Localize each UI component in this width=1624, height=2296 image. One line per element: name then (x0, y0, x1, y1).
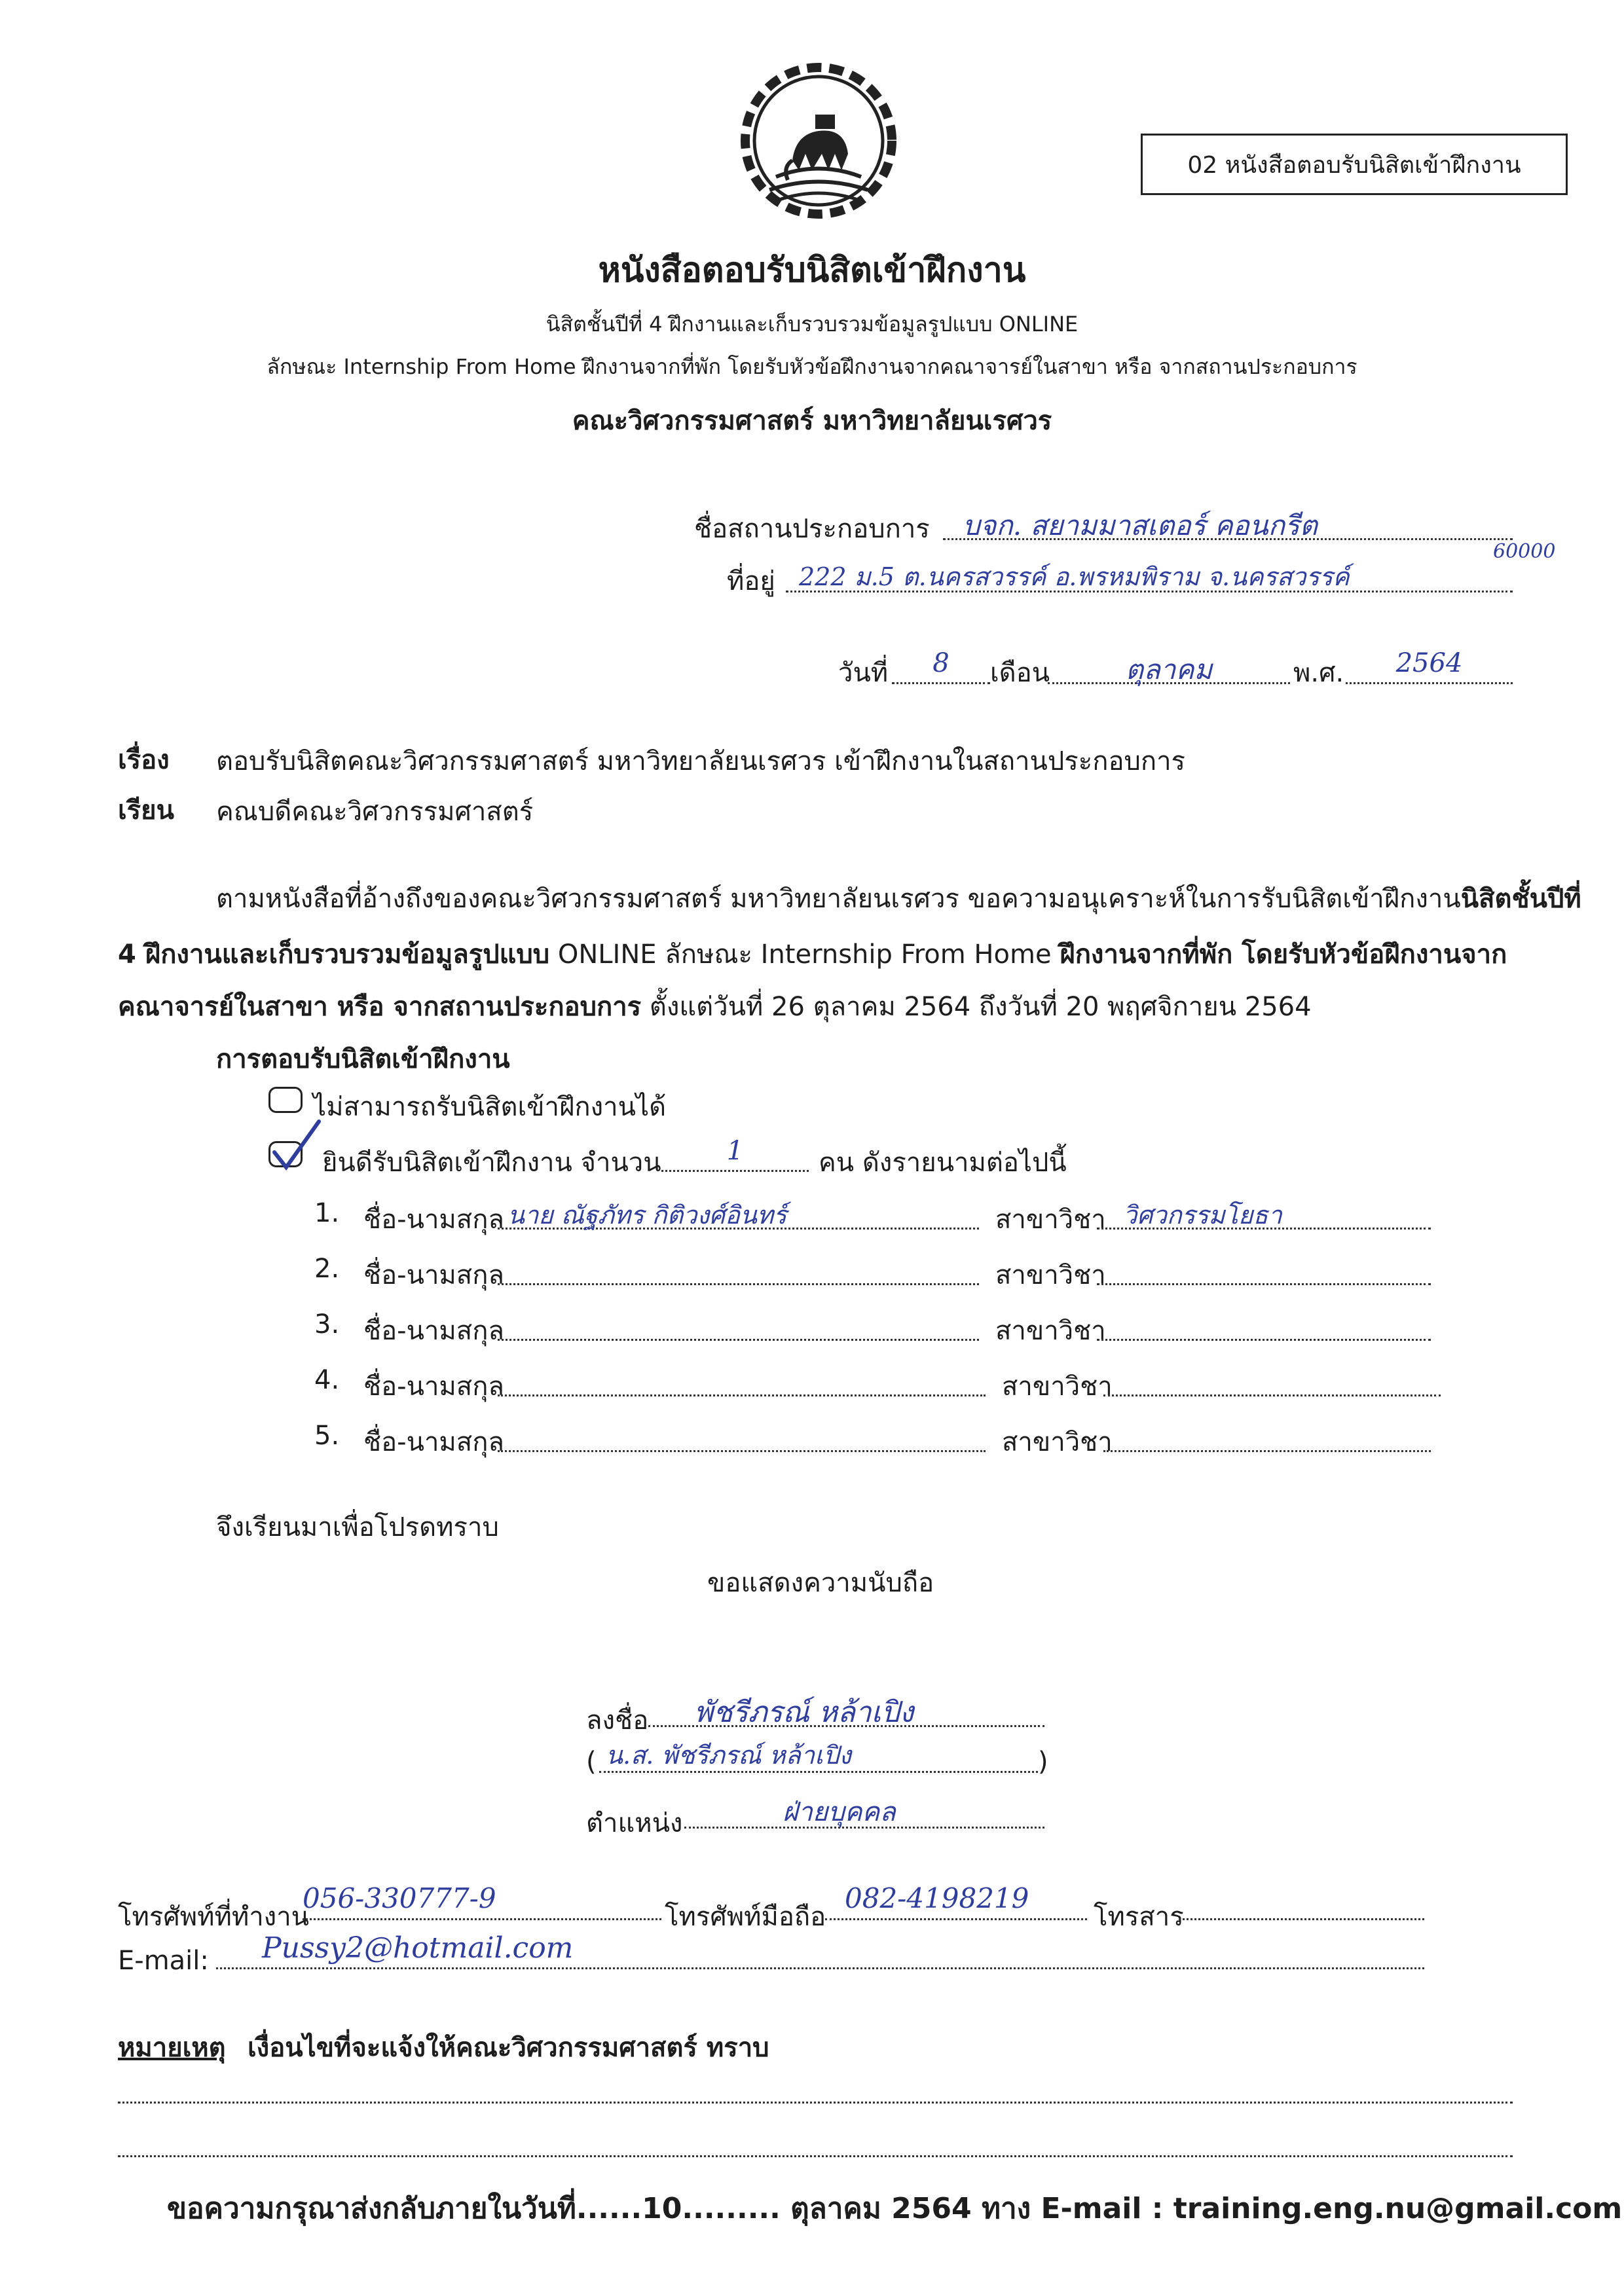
page-title: หนังสือตอบรับนิสิตเข้าฝึกงาน (598, 251, 1026, 290)
email-label: E-mail: (118, 1946, 209, 1976)
faculty-logo (730, 62, 907, 219)
student-row (314, 1362, 1441, 1417)
date-label: วันที่ (838, 658, 889, 688)
student-name-label: ชื่อ-นามสกุล (363, 1372, 504, 1402)
date-value: 8 (932, 648, 950, 678)
footer-line (167, 2185, 1622, 2231)
doc-code: 02 หนังสือตอบรับนิสิตเข้าฝึกงาน (1187, 151, 1521, 179)
student-major-field (1097, 1250, 1431, 1285)
to-label: เรียน (118, 795, 174, 826)
body-line-2-bold: 4 ฝึกงานและเก็บรวบรวมข้อมูลรูปแบบ (118, 939, 550, 970)
subtitle-1: นิสิตชั้นปีที่ 4 ฝึกงานและเก็บรวบรวมข้อมูลรูปแบบ ONLINE (545, 312, 1079, 337)
closing-text: จึงเรียนมาเพื่อโปรดทราบ (216, 1512, 499, 1542)
mobile-value: 082-4198219 (845, 1882, 1029, 1914)
body-line-3-bold: คณาจารย์ในสาขา หรือ จากสถานประกอบการ (118, 992, 642, 1022)
mobile-label: โทรศัพท์มือถือ (665, 1902, 826, 1932)
student-name-field (498, 1417, 986, 1452)
gear-elephant-emblem (730, 62, 907, 219)
student-name-label: ชื่อ-นามสกุล (363, 1205, 504, 1235)
office-phone-field (303, 1882, 661, 1920)
address-label: ที่อยู่ (727, 566, 775, 596)
student-major-label: สาขาวิชา (1002, 1427, 1113, 1457)
month-label: เดือน (990, 658, 1050, 688)
accept-unit: คน ดังรายนามต่อไปนี้ (819, 1148, 1067, 1178)
student-major-label: สาขาวิชา (995, 1316, 1106, 1346)
position-field (684, 1791, 1044, 1829)
student-name-label: ชื่อ-นามสกุล (363, 1316, 504, 1346)
company-value: บจก. สยามมาสเตอร์ คอนกรีต (963, 509, 1318, 541)
position-label: ตำแหน่ง (586, 1808, 683, 1838)
address-value: 222 ม.5 ต.นครสวรรค์ อ.พรหมพิราม จ.นครสวรรค์ (799, 562, 1350, 591)
email-field (216, 1931, 1424, 1969)
note-label: หมายเหตุ (118, 2033, 226, 2063)
mobile-field (825, 1882, 1087, 1920)
response-header: การตอบรับนิสิตเข้าฝึกงาน (216, 1044, 510, 1074)
footer-day: 10 (642, 2192, 682, 2225)
student-name-field (498, 1306, 979, 1341)
student-row (314, 1417, 1441, 1473)
body-line-3 (118, 985, 1312, 1027)
body-line-1-bold: นิสิตชั้นปีที่ (1460, 884, 1581, 914)
body-line-2-bold-2: ฝึกงานจากที่พัก โดยรับหัวข้อฝึกงานจาก (1060, 939, 1507, 970)
student-name-field (498, 1195, 979, 1230)
doc-code-box (1141, 134, 1568, 195)
regards-text: ขอแสดงความนับถือ (707, 1568, 934, 1598)
fax-label: โทรสาร (1094, 1902, 1184, 1932)
note-line-1 (118, 2069, 1513, 2104)
faculty-line: คณะวิศวกรรมศาสตร์ มหาวิทยาลัยนเรศวร (572, 406, 1052, 436)
company-label: ชื่อสถานประกอบการ (694, 514, 930, 544)
signer-name-value: น.ส. พัชรีภรณ์ หล้าเปิง (606, 1741, 851, 1770)
student-row (314, 1195, 1441, 1250)
body-line-2-text: ONLINE ลักษณะ Internship From Home (549, 939, 1060, 970)
student-no: 3. (314, 1309, 340, 1339)
student-major-label: สาขาวิชา (995, 1260, 1106, 1290)
footer-prefix: ขอความกรุณาส่งกลับภายในวันที่...... (167, 2192, 642, 2225)
body-line-1-text: ตามหนังสือที่อ้างถึงของคณะวิศวกรรมศาสตร์ มหาวิทยาลัยนเรศวร ขอความอนุเคราะห์ในการรับนิสิตเข้าฝึกงาน (216, 884, 1461, 914)
year-label: พ.ศ. (1293, 658, 1344, 688)
accept-count-field (661, 1136, 809, 1172)
signature-value: พัชรีภรณ์ หล้าเปิง (694, 1696, 914, 1729)
student-list (314, 1195, 1441, 1473)
year-value: 2564 (1395, 648, 1463, 678)
office-phone-value: 056-330777-9 (303, 1882, 496, 1914)
body-line-3-text: ตั้งแต่วันที่ 26 ตุลาคม 2564 ถึงวันที่ 20 พฤศจิกายน 2564 (641, 992, 1312, 1022)
fax-field (1179, 1882, 1424, 1920)
date-field (892, 648, 990, 684)
body-line-2 (118, 933, 1507, 975)
name-open-paren: ( (586, 1747, 597, 1777)
student-name-label: ชื่อ-นามสกุล (363, 1427, 504, 1457)
student-no: 5. (314, 1421, 340, 1451)
student-major-field (1103, 1362, 1441, 1396)
student-no: 1. (314, 1198, 340, 1228)
office-phone-label: โทรศัพท์ที่ทำงาน (118, 1902, 309, 1932)
student-name-field (498, 1250, 979, 1285)
student-row (314, 1250, 1441, 1306)
name-close-paren: ) (1038, 1747, 1048, 1777)
student-major-field (1097, 1195, 1431, 1230)
student-major-value: วิศวกรรมโยธา (1123, 1201, 1282, 1230)
to-text: คณบดีคณะวิศวกรรมศาสตร์ (216, 797, 534, 827)
student-name-value: นาย ณัฐภัทร กิติวงศ์อินทร์ (507, 1201, 787, 1230)
sign-field (648, 1689, 1044, 1727)
year-field (1346, 648, 1513, 684)
accept-count-value: 1 (726, 1136, 744, 1166)
note-text: เงื่อนไขที่จะแจ้งให้คณะวิศวกรรมศาสตร์ ทราบ (248, 2033, 769, 2063)
subtitle-2: ลักษณะ Internship From Home ฝึกงานจากที่พัก โดยรับหัวข้อฝึกงานจากคณาจารย์ในสาขา หรือ จากสถานประกอบการ (267, 354, 1357, 379)
student-major-field (1097, 1306, 1431, 1341)
address-field (786, 556, 1513, 592)
body-line-1 (216, 877, 1581, 919)
student-no: 4. (314, 1365, 340, 1395)
email-value: Pussy2@hotmail.com (262, 1931, 574, 1965)
student-name-field (498, 1362, 986, 1396)
subject-text: ตอบรับนิสิตคณะวิศวกรรมศาสตร์ มหาวิทยาลัยนเรศวร เข้าฝึกงานในสถานประกอบการ (216, 746, 1186, 776)
checkmark-icon (265, 1116, 324, 1175)
month-value: ตุลาคม (1125, 653, 1213, 685)
student-major-label: สาขาวิชา (995, 1205, 1106, 1235)
student-name-label: ชื่อ-นามสกุล (363, 1260, 504, 1290)
signer-name-field (599, 1735, 1038, 1773)
postcode-value: 60000 (1493, 540, 1556, 563)
decline-label: ไม่สามารถรับนิสิตเข้าฝึกงานได้ (313, 1092, 667, 1122)
sign-label: ลงชื่อ (586, 1705, 649, 1736)
footer-suffix: ......... ตุลาคม 2564 ทาง E-mail : training.eng.nu@gmail.com (682, 2192, 1623, 2225)
student-no: 2. (314, 1254, 340, 1284)
student-major-label: สาขาวิชา (1002, 1372, 1113, 1402)
month-field (1048, 648, 1290, 684)
note-line-2 (118, 2123, 1513, 2157)
accept-label: ยินดีรับนิสิตเข้าฝึกงาน จำนวน (322, 1148, 661, 1178)
student-major-field (1103, 1417, 1431, 1452)
subject-label: เรื่อง (118, 745, 170, 775)
student-row (314, 1306, 1441, 1362)
decline-checkbox[interactable] (268, 1087, 303, 1113)
company-field (943, 504, 1513, 540)
position-value: ฝ่ายบุคคล (783, 1797, 896, 1827)
